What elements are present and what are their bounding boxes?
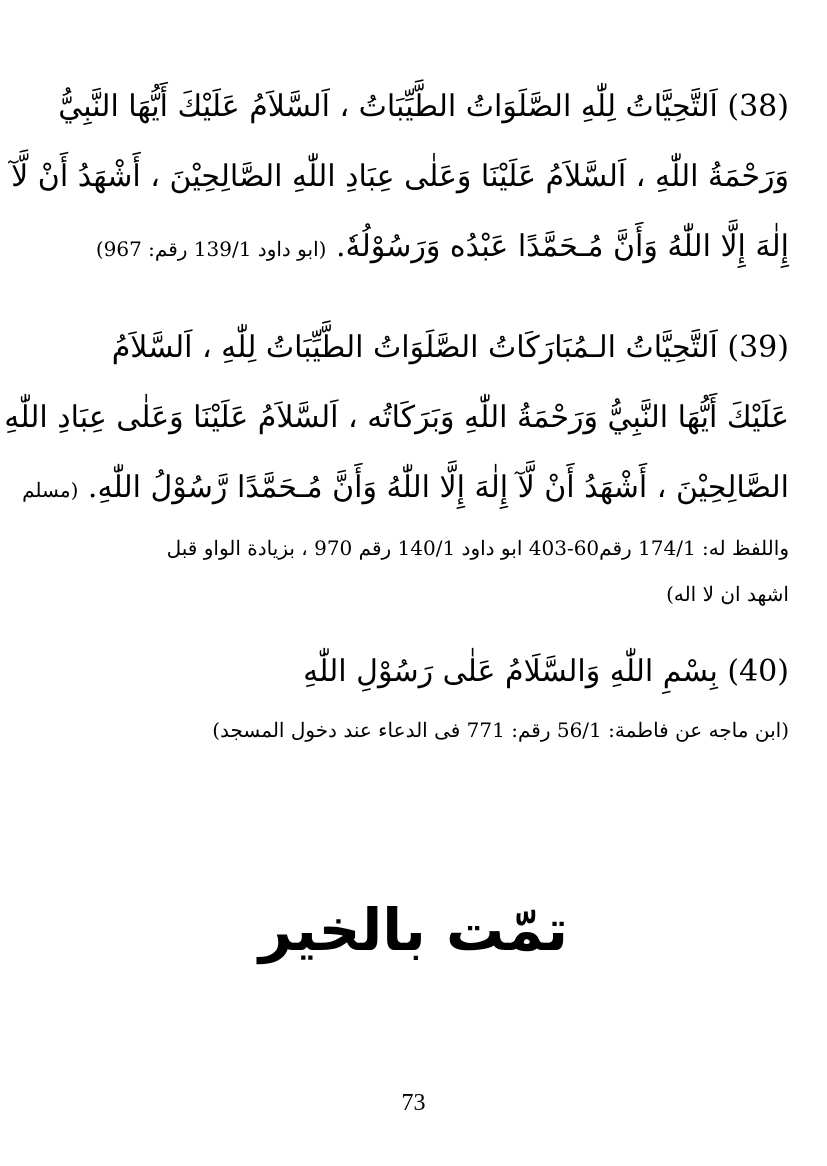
dua-39-line-2: عَلَيْكَ أَيُّهَا النَّبِيُّ وَرَحْمَةُ اللّٰهِ وَبَرَكَاتُه ، اَلسَّلاَمُ عَلَيْنَا وَعَلٰى عِبَادِ اللّٰهِ xyxy=(4,400,789,435)
dua-39-line-3-text: الصَّالِحِيْنَ ، أَشْهَدُ أَنْ لَّآ إِلٰهَ إِلَّا اللّٰهُ وَأَنَّ مُـحَمَّدًا رَّسُوْلُ اللّٰهِ. xyxy=(87,470,789,505)
dua-38-line-3 xyxy=(34,212,789,284)
dua-39-reference-line-1: واللفظ له: 174/1 رقم60-403 ابو داود 140/1 رقم 970 ، بزيادة الواو قبل xyxy=(166,536,789,560)
dua-39-number: 39 xyxy=(739,330,778,365)
dua-40 xyxy=(34,637,789,753)
dua-38-line-2: وَرَحْمَةُ اللّٰهِ ، اَلسَّلاَمُ عَلَيْنَا وَعَلٰى عِبَادِ اللّٰهِ الصَّالِحِيْنَ ، أَشْهَدُ أَنْ لَّآ xyxy=(11,159,789,194)
dua-38-number: 38 xyxy=(739,89,778,124)
dua-40-number: 40 xyxy=(739,654,778,689)
dua-40-line-1: (40) بِسْمِ اللّٰهِ وَالسَّلَامُ عَلٰى رَسُوْلِ اللّٰهِ xyxy=(34,637,789,707)
dua-40-line-1-text: بِسْمِ اللّٰهِ وَالسَّلَامُ عَلٰى رَسُوْلِ اللّٰهِ xyxy=(303,654,718,689)
page-number: 73 xyxy=(401,1090,426,1116)
dua-40-reference: (ابن ماجه عن فاطمة: 56/1 رقم: 771 فى الدعاء عند دخول المسجد) xyxy=(212,718,789,742)
dua-39 xyxy=(4,313,789,617)
dua-38-line-3-text: إِلٰهَ إِلَّا اللّٰهُ وَأَنَّ مُـحَمَّدًا عَبْدُه وَرَسُوْلُهٗ. xyxy=(335,229,789,264)
dua-39-reference-line-2: اشهد ان لا اله) xyxy=(666,582,789,606)
dua-38-reference: (ابو داود 139/1 رقم: 967) xyxy=(95,237,327,261)
dua-39-reference-start: (مسلم xyxy=(22,478,79,502)
dua-38-line-1-text: اَلتَّحِيَّاتُ لِلّٰهِ الصَّلَوَاتُ الطَّيِّبَاتُ ، اَلسَّلاَمُ عَلَيْكَ أَيُّهَا النَّبِيُّ xyxy=(58,89,718,124)
closing-title: تمّت بالخير xyxy=(258,896,569,964)
dua-39-line-1: (39) اَلتَّحِيَّاتُ الـمُبَارَكَاتُ الصَّلَوَاتُ الطَّيِّبَاتُ لِلّٰهِ ، اَلسَّلاَمُ xyxy=(34,313,789,383)
dua-38 xyxy=(11,72,789,284)
dua-39-line-3 xyxy=(22,453,789,525)
dua-38-line-1: (38) اَلتَّحِيَّاتُ لِلّٰهِ الصَّلَوَاتُ الطَّيِّبَاتُ ، اَلسَّلاَمُ عَلَيْكَ أَيُّهَا النَّبِيُّ xyxy=(34,72,789,142)
dua-39-line-1-text: اَلتَّحِيَّاتُ الـمُبَارَكَاتُ الصَّلَوَاتُ الطَّيِّبَاتُ لِلّٰهِ ، اَلسَّلاَمُ xyxy=(111,330,718,365)
